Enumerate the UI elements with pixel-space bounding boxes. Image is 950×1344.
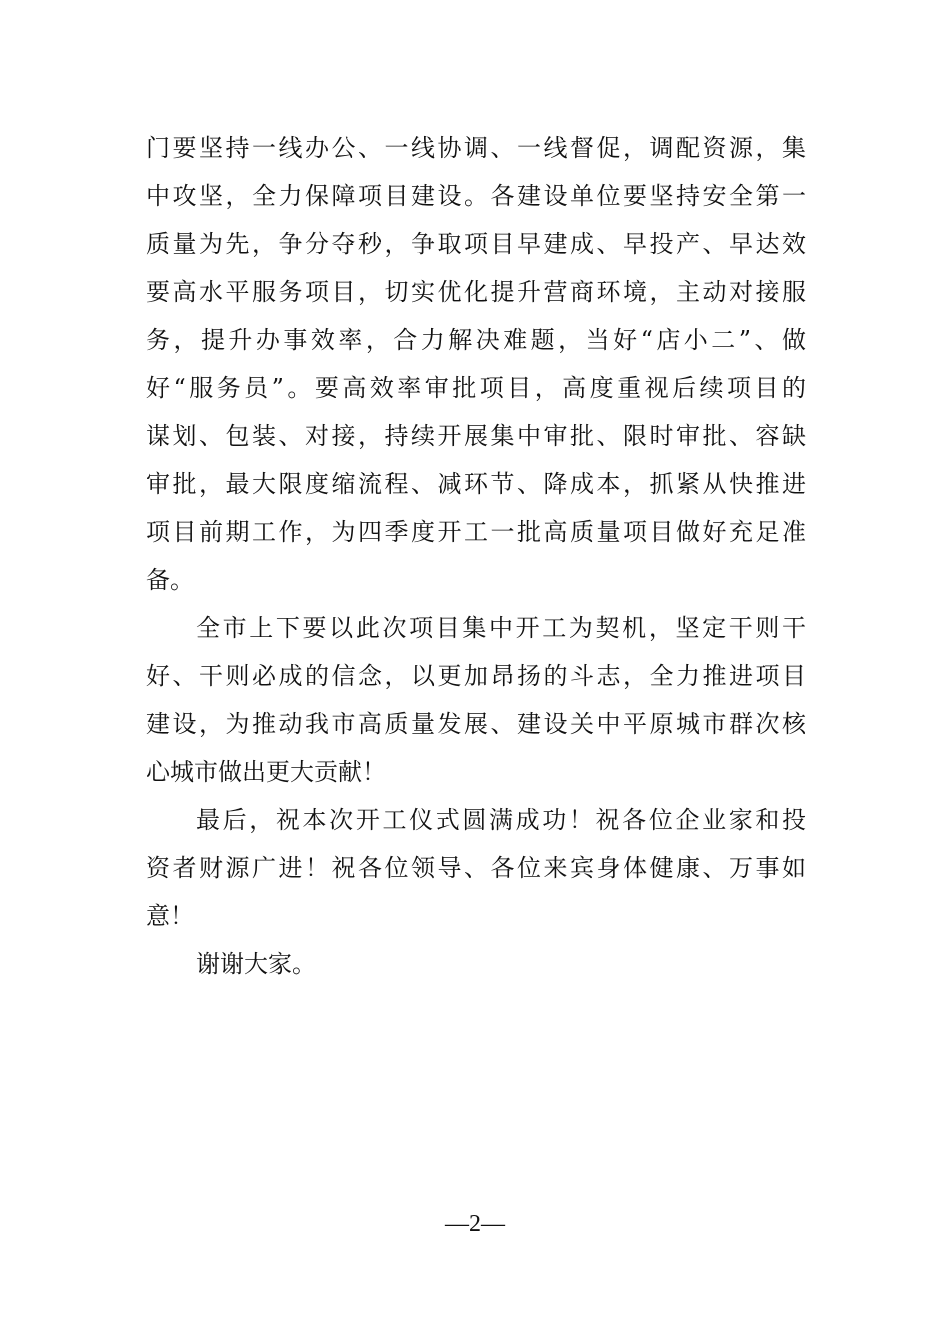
body-text <box>146 124 806 988</box>
paragraph-line: 资者财源广进！祝各位领导、各位来宾身体健康、万事如 <box>146 854 806 882</box>
paragraph-line: 务，提升办事效率，合力解决难题，当好“店小二”、做 <box>146 326 806 354</box>
page-number: —2— <box>445 1211 505 1237</box>
paragraph-line: 好、干则必成的信念，以更加昂扬的斗志，全力推进项目 <box>146 662 806 690</box>
paragraph-line: 要高水平服务项目，切实优化提升营商环境，主动对接服 <box>146 278 806 306</box>
paragraph-line: 门要坚持一线办公、一线协调、一线督促，调配资源，集 <box>146 134 806 162</box>
paragraph-line: 备。 <box>146 566 194 594</box>
paragraph-line: 审批，最大限度缩流程、减环节、降成本，抓紧从快推进 <box>146 470 806 498</box>
paragraph-line: 谢谢大家。 <box>196 950 316 978</box>
paragraph-line: 意！ <box>146 902 194 930</box>
paragraph-line: 建设，为推动我市高质量发展、建设关中平原城市群次核 <box>146 710 806 738</box>
paragraph-line: 质量为先，争分夺秒，争取项目早建成、早投产、早达效 <box>146 230 806 258</box>
paragraph-line: 谋划、包装、对接，持续开展集中审批、限时审批、容缺 <box>146 422 806 450</box>
paragraph-line: 最后，祝本次开工仪式圆满成功！祝各位企业家和投 <box>196 806 806 834</box>
paragraph-line: 心城市做出更大贡献！ <box>146 758 386 786</box>
paragraph-line: 好“服务员”。要高效率审批项目，高度重视后续项目的 <box>146 374 806 402</box>
paragraph-line: 中攻坚，全力保障项目建设。各建设单位要坚持安全第一 <box>146 182 806 210</box>
paragraph-line: 项目前期工作，为四季度开工一批高质量项目做好充足准 <box>146 518 806 546</box>
paragraph-line: 全市上下要以此次项目集中开工为契机，坚定干则干 <box>196 614 806 642</box>
